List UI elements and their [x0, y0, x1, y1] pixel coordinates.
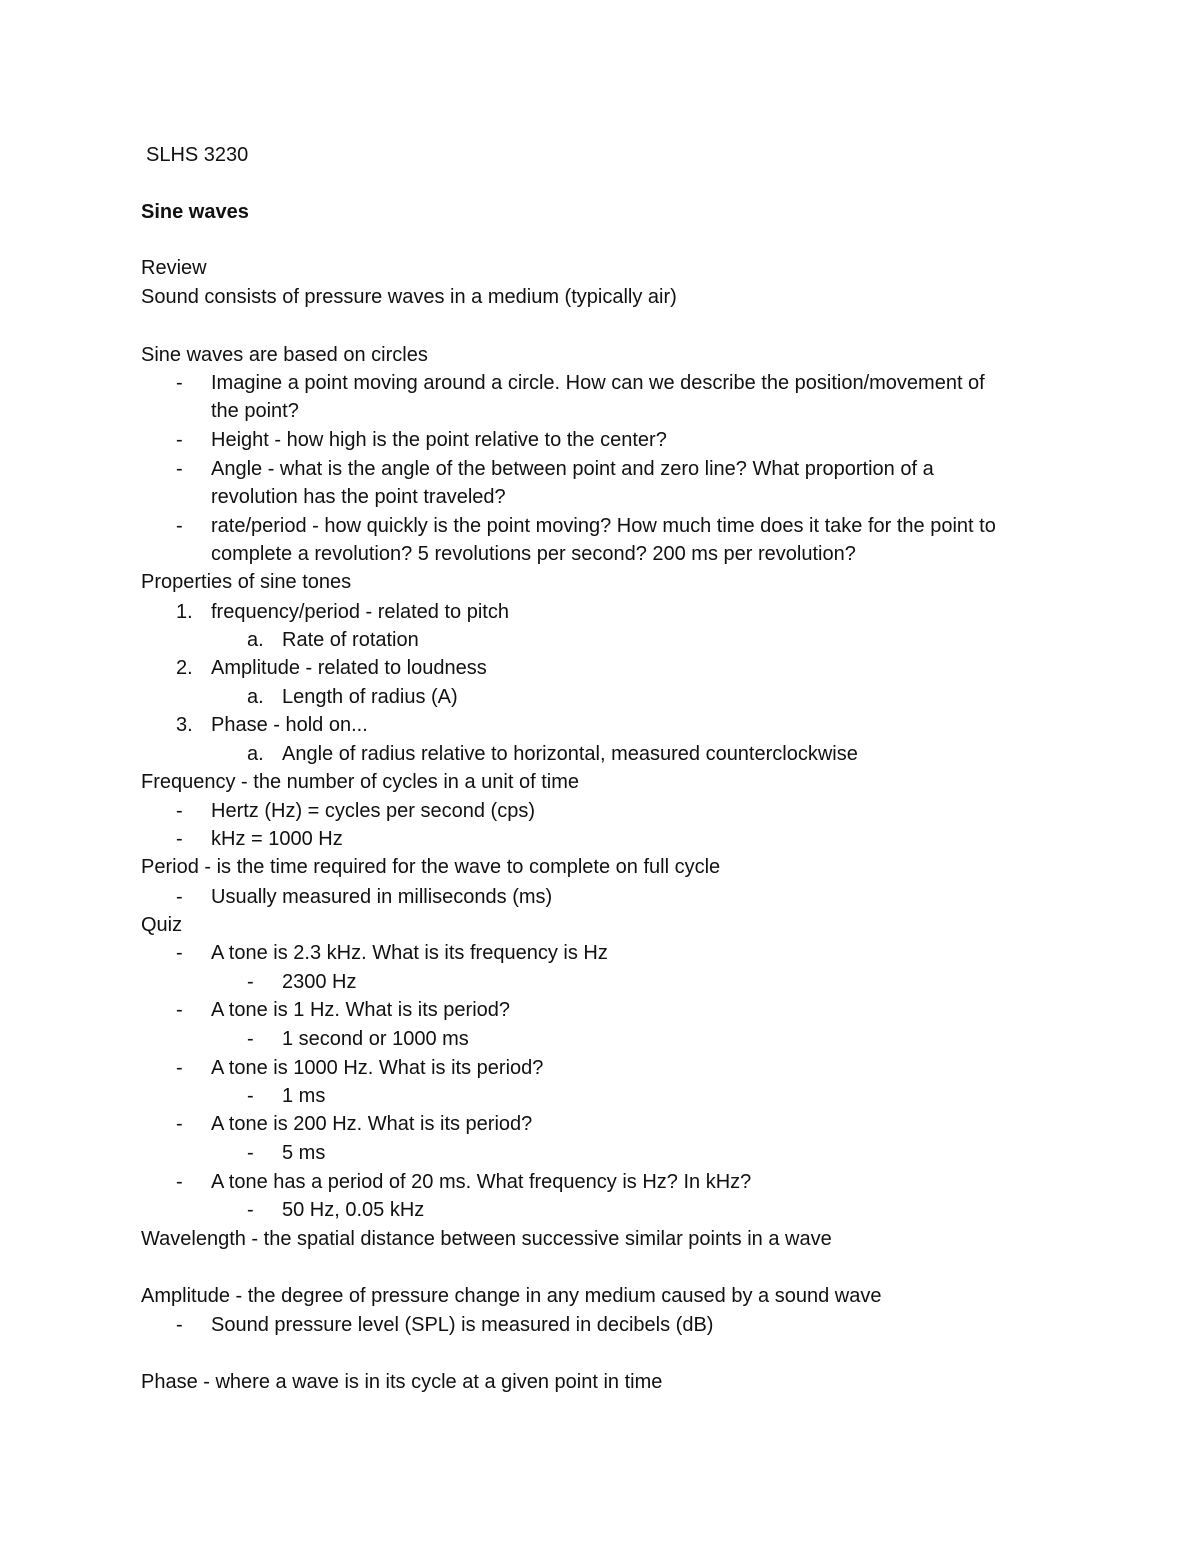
course-code: SLHS 3230 [146, 144, 249, 166]
quiz-question: A tone is 200 Hz. What is its period? [211, 1113, 533, 1135]
bullet-marker: - [176, 999, 183, 1021]
numbered-item: Phase - hold on... [211, 714, 368, 736]
review-text: Sound consists of pressure waves in a medium (typically air) [141, 286, 677, 308]
list-item: rate/period - how quickly is the point moving? How much time does it take for the point to [211, 515, 996, 537]
list-item-continuation: complete a revolution? 5 revolutions per second? 200 ms per revolution? [211, 543, 856, 565]
bullet-marker: - [176, 1057, 183, 1079]
list-item: Usually measured in milliseconds (ms) [211, 886, 553, 908]
properties-heading: Properties of sine tones [141, 571, 352, 593]
period-heading: Period - is the time required for the wave to complete on full cycle [141, 856, 721, 878]
page-title: Sine waves [141, 201, 249, 223]
list-item: Sound pressure level (SPL) is measured in decibels (dB) [211, 1314, 714, 1336]
bullet-marker: - [176, 1113, 183, 1135]
circles-heading: Sine waves are based on circles [141, 344, 428, 366]
quiz-heading: Quiz [141, 914, 183, 936]
bullet-marker: - [176, 429, 183, 451]
bullet-marker: - [176, 942, 183, 964]
quiz-answer: 1 ms [282, 1085, 326, 1107]
phase-definition: Phase - where a wave is in its cycle at a given point in time [141, 1371, 663, 1393]
numbered-item: frequency/period - related to pitch [211, 601, 509, 623]
quiz-answer: 1 second or 1000 ms [282, 1028, 469, 1050]
sub-item: Length of radius (A) [282, 686, 458, 708]
quiz-answer: 50 Hz, 0.05 kHz [282, 1199, 425, 1221]
quiz-question: A tone is 1 Hz. What is its period? [211, 999, 511, 1021]
numbered-marker: 2. [176, 657, 193, 679]
frequency-heading: Frequency - the number of cycles in a unit of time [141, 771, 579, 793]
bullet-marker: - [247, 971, 254, 993]
list-item: Imagine a point moving around a circle. How can we describe the position/movement of [211, 372, 985, 394]
list-item: kHz = 1000 Hz [211, 828, 343, 850]
quiz-answer: 2300 Hz [282, 971, 357, 993]
numbered-item: Amplitude - related to loudness [211, 657, 487, 679]
bullet-marker: - [247, 1028, 254, 1050]
quiz-question: A tone is 2.3 kHz. What is its frequency is Hz [211, 942, 608, 964]
bullet-marker: - [176, 458, 183, 480]
sub-item: Rate of rotation [282, 629, 419, 651]
bullet-marker: - [176, 1171, 183, 1193]
wavelength-definition: Wavelength - the spatial distance between successive similar points in a wave [141, 1228, 832, 1250]
numbered-marker: 3. [176, 714, 193, 736]
list-item: Hertz (Hz) = cycles per second (cps) [211, 800, 535, 822]
quiz-question: A tone is 1000 Hz. What is its period? [211, 1057, 544, 1079]
quiz-question: A tone has a period of 20 ms. What frequency is Hz? In kHz? [211, 1171, 752, 1193]
bullet-marker: - [176, 886, 183, 908]
list-item-continuation: the point? [211, 400, 299, 422]
bullet-marker: - [247, 1142, 254, 1164]
list-item-continuation: revolution has the point traveled? [211, 486, 506, 508]
amplitude-heading: Amplitude - the degree of pressure change in any medium caused by a sound wave [141, 1285, 882, 1307]
bullet-marker: - [176, 1314, 183, 1336]
bullet-marker: - [247, 1199, 254, 1221]
quiz-answer: 5 ms [282, 1142, 326, 1164]
review-heading: Review [141, 257, 207, 279]
list-item: Height - how high is the point relative to the center? [211, 429, 667, 451]
list-item: Angle - what is the angle of the between point and zero line? What proportion of a [211, 458, 934, 480]
sub-marker: a. [247, 629, 264, 651]
bullet-marker: - [176, 372, 183, 394]
bullet-marker: - [247, 1085, 254, 1107]
bullet-marker: - [176, 515, 183, 537]
numbered-marker: 1. [176, 601, 193, 623]
bullet-marker: - [176, 828, 183, 850]
sub-marker: a. [247, 686, 264, 708]
sub-marker: a. [247, 743, 264, 765]
bullet-marker: - [176, 800, 183, 822]
sub-item: Angle of radius relative to horizontal, measured counterclockwise [282, 743, 858, 765]
